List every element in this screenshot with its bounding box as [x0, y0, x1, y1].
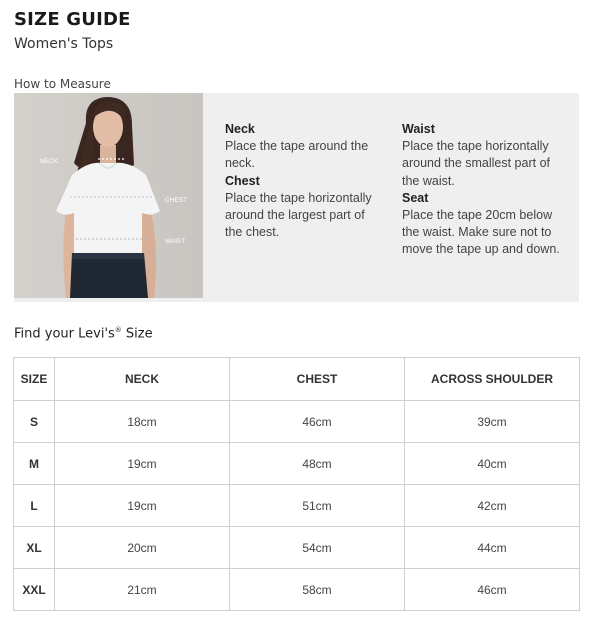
neck-cell: 18cm [55, 401, 230, 443]
table-row [14, 485, 580, 527]
chest-photo-label: CHEST [165, 197, 188, 204]
neck-cell: 19cm [55, 485, 230, 527]
chest-desc: Place the tape horizontally around the largest part of the chest. [225, 190, 372, 240]
chest-cell: 51cm [230, 485, 405, 527]
neck-desc: Place the tape around the neck. [225, 139, 369, 171]
chest-term: Chest [225, 173, 260, 188]
table-header-row [14, 358, 580, 401]
model-illustration [14, 93, 203, 298]
page-subtitle: Women's Tops [14, 36, 114, 52]
waist-photo-label: WAIST [165, 238, 186, 245]
measure-column-left [225, 121, 385, 241]
neck-cell: 19cm [55, 443, 230, 485]
header-across-shoulder: ACROSS SHOULDER [405, 358, 580, 401]
chest-cell: 46cm [230, 401, 405, 443]
table-row [14, 527, 580, 569]
seat-desc: Place the tape 20cm below the waist. Make sure not to move the tape up and down. [402, 208, 560, 257]
neck-term: Neck [225, 122, 255, 136]
size-cell: S [14, 401, 55, 443]
chest-cell: 48cm [230, 443, 405, 485]
measure-column-right [402, 121, 562, 259]
model-photo [14, 93, 203, 298]
table-row [14, 401, 580, 443]
page-title: SIZE GUIDE [14, 9, 131, 30]
size-cell: XL [14, 527, 55, 569]
size-cell: L [14, 485, 55, 527]
header-chest: CHEST [230, 358, 405, 401]
how-to-measure-panel [14, 93, 579, 302]
find-size-label: Find your Levi's® Size [14, 326, 153, 342]
neck-photo-label: NECK [40, 158, 59, 165]
neck-cell: 21cm [55, 569, 230, 611]
seat-term: Seat [402, 190, 429, 205]
table-row [14, 443, 580, 485]
waist-desc: Place the tape horizontally around the smallest part of the waist. [402, 139, 550, 188]
chest-cell: 58cm [230, 569, 405, 611]
shoulder-cell: 40cm [405, 443, 580, 485]
table-row [14, 569, 580, 611]
chest-cell: 54cm [230, 527, 405, 569]
size-cell: XXL [14, 569, 55, 611]
size-table [13, 357, 580, 611]
shoulder-cell: 46cm [405, 569, 580, 611]
shoulder-cell: 44cm [405, 527, 580, 569]
header-size: SIZE [14, 358, 55, 401]
size-cell: M [14, 443, 55, 485]
waist-term: Waist [402, 122, 435, 136]
shoulder-cell: 39cm [405, 401, 580, 443]
header-neck: NECK [55, 358, 230, 401]
how-to-measure-label: How to Measure [14, 77, 111, 91]
shoulder-cell: 42cm [405, 485, 580, 527]
neck-cell: 20cm [55, 527, 230, 569]
